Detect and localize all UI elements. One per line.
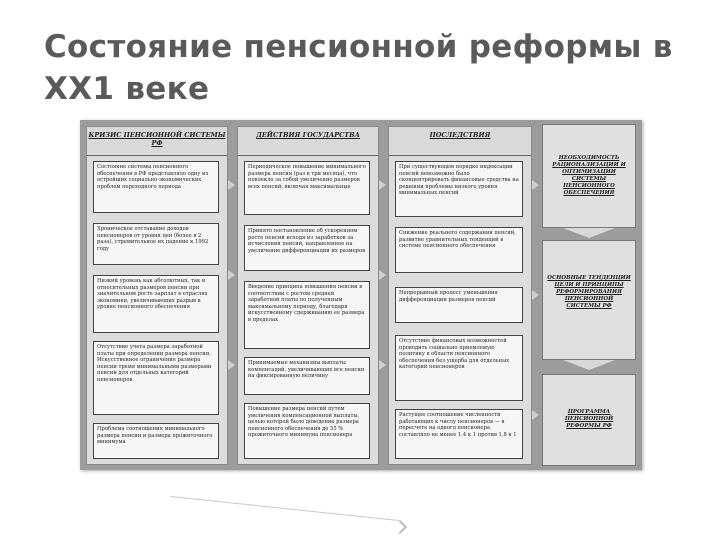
reform-scheme: [80, 120, 642, 470]
consequences-column-header: ПОСЛЕДСТВИЯ: [389, 127, 531, 156]
program-block: ПРОГРАММА ПЕНСИОННОЙ РЕФОРМЫ РФ: [542, 374, 636, 466]
arrow-right-icon: [532, 180, 539, 190]
actions-column: [237, 126, 379, 465]
crisis-column-header: КРИЗИС ПЕНСИОННОЙ СИСТЕМЫ РФ: [87, 127, 227, 156]
action-cell-1: Периодическое повышение минимального размера пенсии (раз в три месяца), что повлекло за собой увеличение размеров всех пенсий, включая максимальные: [244, 161, 370, 215]
arrow-right-icon: [228, 270, 235, 280]
crisis-cell-3: Низкий уровень как абсолютных, так и относительных размеров пенсии при значительном росте зарплат в отраслях экономики, увеличивающих разрыв в уровне пенсионного обеспечения: [93, 275, 219, 333]
actions-column-header: ДЕЙСТВИЯ ГОСУДАРСТВА: [238, 127, 378, 156]
arrow-right-icon: [532, 410, 539, 420]
arrow-right-icon: [228, 180, 235, 190]
consequences-column: [388, 126, 532, 465]
crisis-cell-4: Отсутствие учета размера заработной платы при определении размера пенсии. Искусственное ограничение размера пенсии тремя минимальными размерами пенсии для отдельных категорий пенсионеров: [93, 341, 219, 415]
arrow-right-icon: [379, 180, 386, 190]
arrow-down-icon: [563, 360, 615, 370]
action-cell-3: Введение принципа повышения пенсии в соответствии с ростом средней заработной платы по полученным максимальному периоду, благодаря искусственному сдерживанию ее размера в пределах: [244, 281, 370, 349]
arrow-right-icon: [228, 360, 235, 370]
arrow-right-icon: [532, 290, 539, 300]
arrow-down-icon: [563, 228, 615, 238]
decorative-line: [170, 496, 399, 521]
decorative-chevron-icon: [393, 520, 407, 534]
crisis-cell-1: Состояние системы пенсионного обеспечения в РФ представляло одну из острейших социально-экономических проблем переходного периода: [93, 161, 219, 213]
crisis-cell-2: Хроническое отставание доходов пенсионеров от уровня цен (более в 2 раза), стремительное их падение к 1992 году: [93, 223, 219, 265]
slide-title: Состояние пенсионной реформы в XX1 веке: [44, 29, 673, 107]
action-cell-2: Принято постановление об ускоренном росте пенсий исходя из заработков за исчисления пенсий, направленное на увеличение дифференциации их размеров: [244, 225, 370, 271]
consequence-cell-5: Растущее соотношение численности работающих к числу пенсионеров — в пересчете на одного пенсионера составляло не менее 1,4 к 1 против 1,8 к 1: [395, 409, 523, 459]
action-cell-5: Повышение размера пенсий путем увеличения компенсационной выплаты, целью которой было доведение размера пенсионного обеспечения до 55 % прожиточного минимума пенсионера: [244, 403, 370, 459]
crisis-cell-5: Проблема соотношения минимального размера пенсии и размера прожиточного минимума: [93, 423, 219, 459]
crisis-column: [86, 126, 228, 465]
necessity-block: НЕОБХОДИМОСТЬ РАЦИОНАЛИЗАЦИИ И ОПТИМИЗАЦИИ СИСТЕМЫ ПЕНСИОННОГО ОБЕСПЕЧЕНИЯ: [542, 124, 636, 228]
consequence-cell-1: При существующем порядке индексации пенсий невозможно было сконцентрировать финансовые средства на решении проблемы низкого уровня минимальных пенсий: [395, 161, 523, 217]
tendencies-block: ОСНОВНЫЕ ТЕНДЕНЦИИ ЦЕЛИ И ПРИНЦИПЫ РЕФОРМИРОВАНИЯ ПЕНСИОННОЙ СИСТЕМЫ РФ: [542, 240, 636, 360]
arrow-right-icon: [379, 360, 386, 370]
consequence-cell-4: Отсутствие финансовых возможностей проводить социально приемлемую политику в области пенсионного обеспечения без ущерба для отдельных категорий пенсионеров: [395, 335, 523, 401]
action-cell-4: Принимаемые механизмы выплаты компенсаций, увеличивающих все пенсии на фиксированную величину: [244, 357, 370, 395]
arrow-right-icon: [379, 270, 386, 280]
consequence-cell-3: Непрерывный процесс уменьшения дифференциации размеров пенсий: [395, 287, 523, 323]
consequence-cell-2: Снижение реального содержания пенсий, развитие уравнительных тенденций в системе пенсионного обеспечения: [395, 227, 523, 273]
